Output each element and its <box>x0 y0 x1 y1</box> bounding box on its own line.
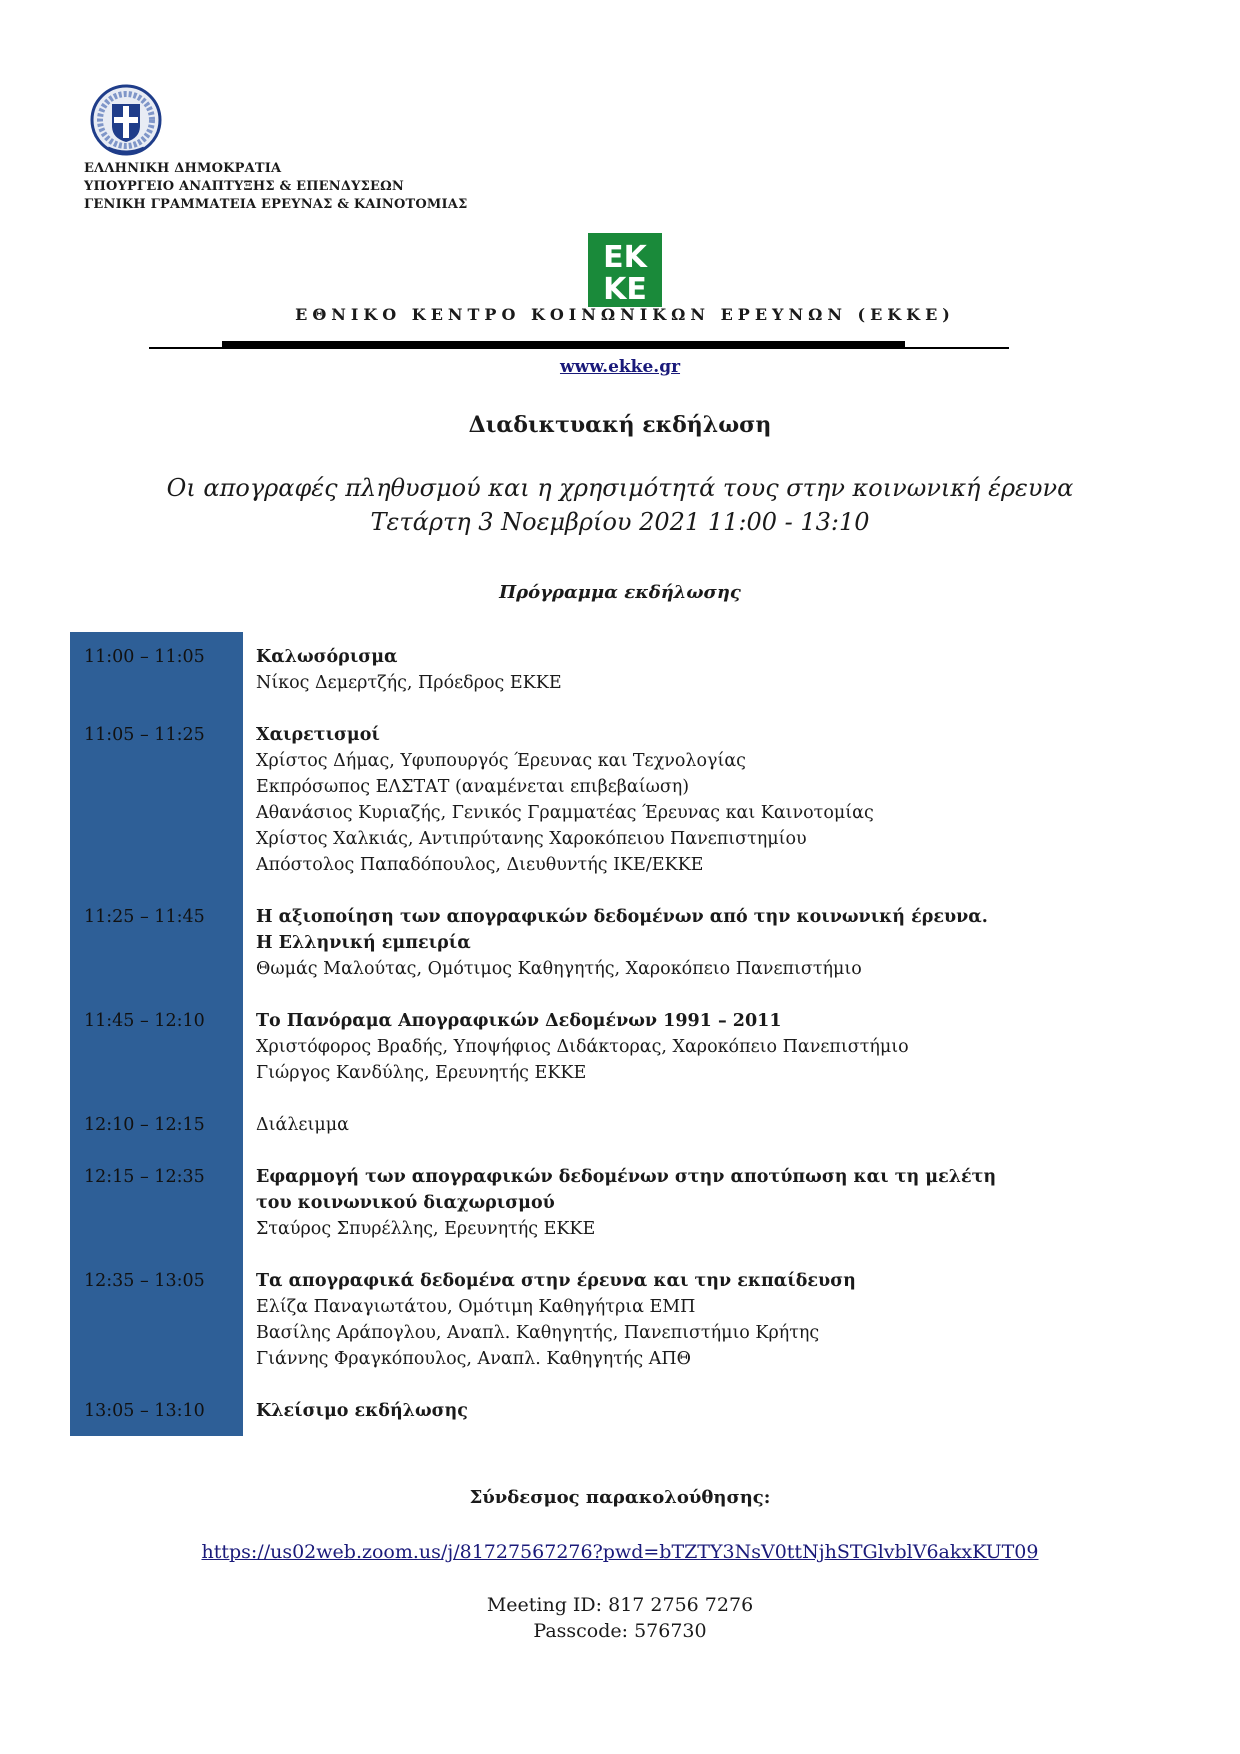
agenda-speaker: Απόστολος Παπαδόπουλος, Διευθυντής ΙΚΕ/ΕΚΚΕ <box>256 855 704 875</box>
agenda-title: Χαιρετισμοί <box>256 725 380 745</box>
agenda-speaker: Γιώργος Κανδύλης, Ερευνητής ΕΚΚΕ <box>256 1063 587 1083</box>
agenda-row <box>70 1098 1000 1150</box>
institute-name: ΕΘΝΙΚΟ ΚΕΝΤΡΟ ΚΟΙΝΩΝΙΚΩΝ ΕΡΕΥΝΩΝ (ΕΚΚΕ) <box>295 305 955 324</box>
agenda-time: 12:10 – 12:15 <box>84 1115 205 1135</box>
ministry-line: ΥΠΟΥΡΓΕΙΟ ΑΝΑΠΤΥΞΗΣ & ΕΠΕΝΔΥΣΕΩΝ <box>84 179 404 194</box>
agenda-speaker: Εκπρόσωπος ΕΛΣΤΑΤ (αναμένεται επιβεβαίωση) <box>256 777 690 797</box>
agenda-time: 11:05 – 11:25 <box>84 725 205 745</box>
agenda-speaker: Νίκος Δεμερτζής, Πρόεδρος ΕΚΚΕ <box>256 673 562 693</box>
event-kind: Διαδικτυακή εκδήλωση <box>468 412 772 438</box>
agenda-content <box>243 1164 1000 1242</box>
link-label: Σύνδεσμος παρακολούθησης: <box>469 1487 771 1508</box>
agenda-speaker: Σταύρος Σπυρέλλης, Ερευνητής ΕΚΚΕ <box>256 1219 596 1239</box>
event-title: Οι απογραφές πληθυσμού και η χρησιμότητά τους στην κοινωνική έρευνα <box>166 474 1074 502</box>
agenda-content <box>243 1112 1000 1138</box>
agenda-title: Η αξιοποίηση των απογραφικών δεδομένων από την κοινωνική έρευνα. Η Ελληνική εμπειρία <box>256 907 988 953</box>
agenda-time: 11:25 – 11:45 <box>84 907 205 927</box>
agenda-speaker: Χριστόφορος Βραδής, Υποψήφιος Διδάκτορας, Χαροκόπειο Πανεπιστήμιο <box>256 1037 909 1057</box>
agenda-row <box>70 994 1000 1098</box>
ministry-line: ΕΛΛΗΝΙΚΗ ΔΗΜΟΚΡΑΤΙΑ <box>84 161 282 176</box>
ekke-logo <box>588 233 662 307</box>
agenda-time: 11:00 – 11:05 <box>84 647 205 667</box>
programme-title: Πρόγραμμα εκδήλωσης <box>499 582 741 603</box>
agenda-content <box>243 1398 1000 1424</box>
agenda-speaker: Θωμάς Μαλούτας, Ομότιμος Καθηγητής, Χαροκόπειο Πανεπιστήμιο <box>256 959 862 979</box>
agenda-speaker: Γιάννης Φραγκόπουλος, Αναπλ. Καθηγητής ΑΠΘ <box>256 1349 692 1369</box>
agenda-title: Καλωσόρισμα <box>256 647 398 667</box>
zoom-link[interactable]: https://us02web.zoom.us/j/81727567276?pwd=bTZTY3NsV0ttNjhSTGlvblV6akxKUT09 <box>201 1541 1039 1563</box>
agenda-time: 12:15 – 12:35 <box>84 1167 205 1187</box>
header-divider-thin <box>149 347 1009 349</box>
agenda-time: 12:35 – 13:05 <box>84 1271 205 1291</box>
agenda-speaker: Βασίλης Αράπογλου, Αναπλ. Καθηγητής, Πανεπιστήμιο Κρήτης <box>256 1323 820 1343</box>
event-date: Τετάρτη 3 Νοεμβρίου 2021 11:00 - 13:10 <box>370 508 870 536</box>
agenda-speaker: Ελίζα Παναγιωτάτου, Ομότιμη Καθηγήτρια ΕΜΠ <box>256 1297 696 1317</box>
agenda-content <box>243 722 1000 878</box>
logo-top-text: EK <box>603 240 647 275</box>
agenda-time: 13:05 – 13:10 <box>84 1401 205 1421</box>
agenda-row <box>70 632 1000 708</box>
agenda-row <box>70 1384 1000 1436</box>
agenda-row <box>70 1254 1000 1384</box>
agenda-speaker: Χρίστος Δήμας, Υφυπουργός Έρευνας και Τεχνολογίας <box>256 751 746 771</box>
logo-bottom-text: KE <box>603 272 647 307</box>
greek-emblem-icon <box>88 82 164 162</box>
agenda-row <box>70 1150 1000 1254</box>
agenda-rows <box>70 632 1000 1436</box>
agenda-title: Εφαρμογή των απογραφικών δεδομένων στην αποτύπωση και τη μελέτη του κοινωνικού διαχωρισμού <box>256 1167 997 1213</box>
passcode: Passcode: 576730 <box>533 1620 707 1642</box>
agenda-row <box>70 890 1000 994</box>
agenda-title: Το Πανόραμα Απογραφικών Δεδομένων 1991 – 2011 <box>256 1011 782 1031</box>
agenda-content <box>243 1008 1000 1086</box>
agenda-time: 11:45 – 12:10 <box>84 1011 205 1031</box>
website-link[interactable]: www.ekke.gr <box>559 357 681 377</box>
agenda-content <box>243 644 1000 696</box>
agenda-speaker: Αθανάσιος Κυριαζής, Γενικός Γραμματέας Έρευνας και Καινοτομίας <box>256 803 874 823</box>
agenda-title: Κλείσιμο εκδήλωσης <box>256 1401 468 1421</box>
agenda-row <box>70 708 1000 890</box>
agenda-content <box>243 1268 1000 1372</box>
ministry-header <box>84 160 468 214</box>
meeting-id: Meeting ID: 817 2756 7276 <box>486 1594 754 1616</box>
agenda-content <box>243 904 1000 982</box>
agenda-table <box>70 632 1000 1436</box>
ministry-line: ΓΕΝΙΚΗ ΓΡΑΜΜΑΤΕΙΑ ΕΡΕΥΝΑΣ & ΚΑΙΝΟΤΟΜΙΑΣ <box>84 197 468 212</box>
agenda-speaker: Χρίστος Χαλκιάς, Αντιπρύτανης Χαροκόπειου Πανεπιστημίου <box>256 829 807 849</box>
agenda-title: Τα απογραφικά δεδομένα στην έρευνα και την εκπαίδευση <box>256 1271 856 1291</box>
agenda-speaker: Διάλειμμα <box>256 1115 349 1135</box>
